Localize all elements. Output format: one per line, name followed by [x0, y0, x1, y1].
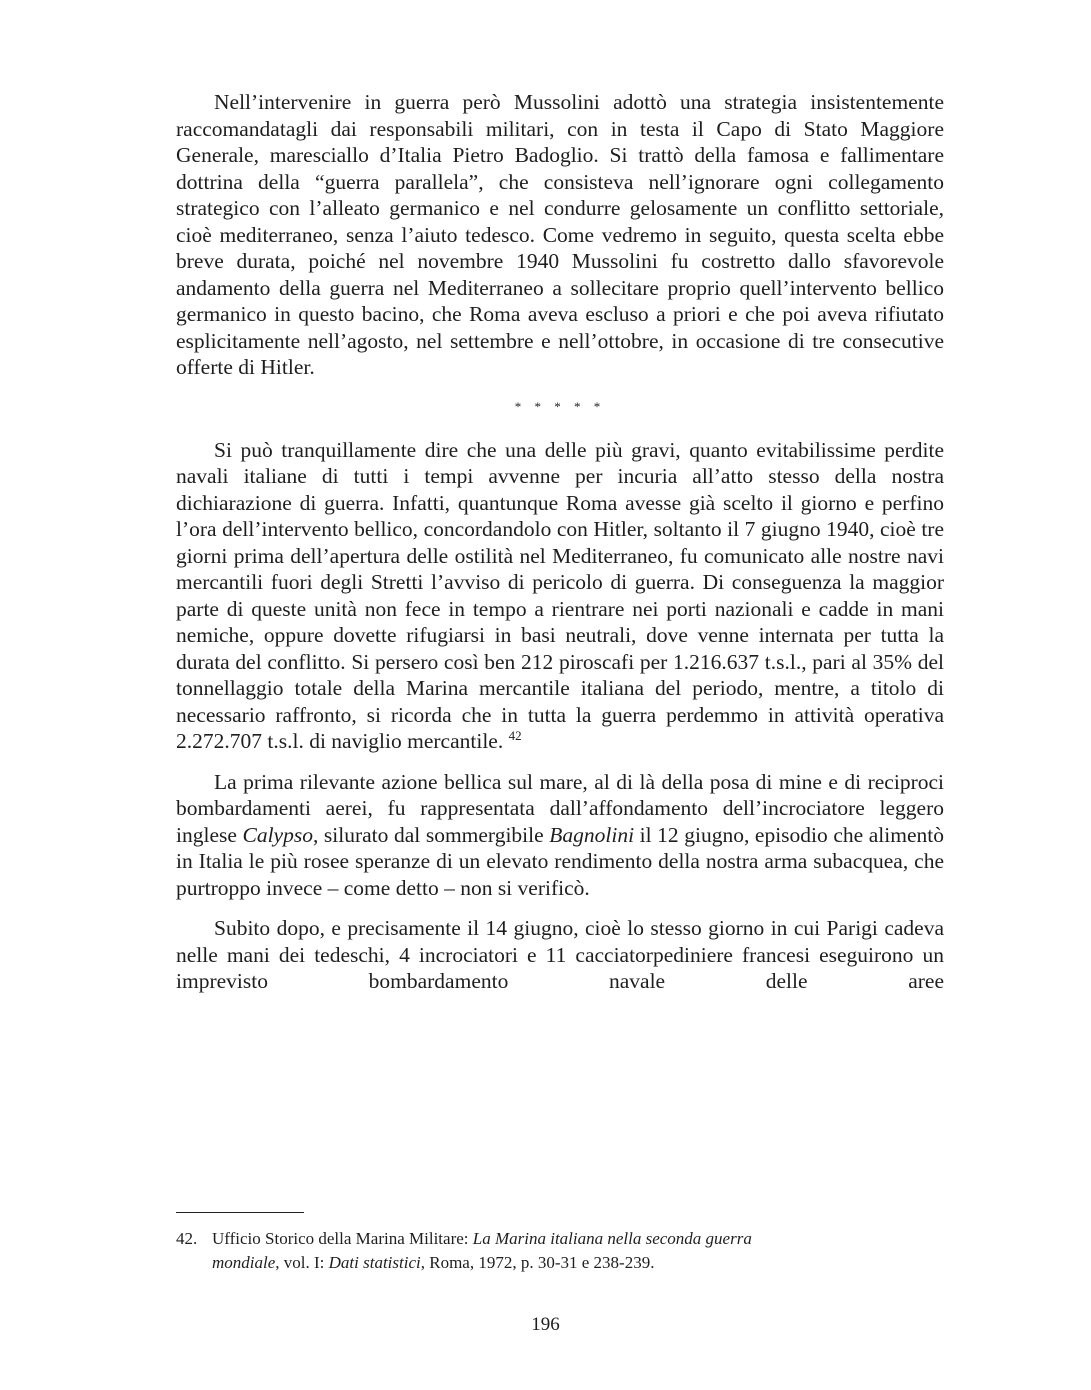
page-number: 196: [531, 1314, 560, 1335]
footnote-title-1: La Marina italiana nella seconda guerra: [472, 1229, 752, 1248]
section-break: * * * * *: [514, 398, 606, 414]
footnote-text-2: , vol. I:: [275, 1253, 329, 1272]
body-text: [176, 89, 944, 995]
paragraph-guerra-parallela: Nell’intervenire in guerra però Mussolini adottò una strategia insistentemente raccomandatagli dai responsabili militari, con in testa il Capo di Stato Maggiore Generale, maresciallo d’Italia Pietro Badoglio. Si trattò della famosa e fallimentare dottrina della “guerra parallela”, che consisteva nell’ignorare ogni collegamento strategico con l’alleato germanico e nel condurre gelosamente un conflitto settoriale, cioè mediterraneo, senza l’aiuto tedesco. Come vedremo in seguito, questa scelta ebbe breve durata, poiché nel novembre 1940 Mussolini fu costretto dallo sfavorevole andamento della guerra nel Mediterraneo a sollecitare proprio quell’intervento bellico germanico in questo bacino, che Roma aveva escluso a priori e che poi aveva rifiutato esplicitamente nell’agosto, nel settembre e nell’ottobre, in occasione di tre consecutive offerte di Hitler.: [176, 90, 944, 379]
paragraph-perdite-navali: [176, 437, 944, 755]
footnote-reference[interactable]: 42: [508, 728, 522, 743]
paragraph-calypso-text-1: La prima rilevante azione bellica sul mare, al di là della posa di mine e di reciproci bombardamenti aerei, fu rappresentata dall’affondamento dell’incrociatore leggero inglese: [176, 769, 944, 847]
paragraph-calypso-text-3: il 12 giugno, episodio che alimentò in Italia le più rosee speranze di un elevato rendimento della nostra arma subacquea, che purtroppo invece – come detto – non si verificò.: [176, 822, 944, 900]
submarine-name-bagnolini: Bagnolini: [549, 822, 635, 847]
paragraph-bombardamento: Subito dopo, e precisamente il 14 giugno, cioè lo stesso giorno in cui Parigi cadeva nelle mani dei tedeschi, 4 incrociatori e 11 cacciatorpediniere francesi eseguirono un imprevisto bombardamento navale delle aree: [176, 916, 944, 993]
paragraph-perdite-navali-text: Si può tranquillamente dire che una delle più gravi, quanto evitabilissime perdite navali italiane di tutti i tempi avvenne per incuria all’atto stesso della nostra dichiarazione di guerra. Infatti, quantunque Roma avesse già scelto il giorno e perfino l’ora dell’intervento bellico, concordandolo con Hitler, soltanto il 7 giugno 1940, cioè tre giorni prima dell’apertura delle ostilità nel Mediterraneo, fu comunicato alle nostre navi mercantili fuori degli Stretti l’avviso di pericolo di guerra. Di conseguenza la maggior parte di queste unità non fece in tempo a rientrare nei porti nazionali e cadde in mani nemiche, oppure dovette rifugiarsi in basi neutrali, dove venne internata per tutta la durata del conflitto. Si persero così ben 212 piroscafi per 1.216.637 t.s.l., pari al 35% del tonnellaggio totale della Marina mercantile italiana del periodo, mentre, a titolo di necessario raffronto, si ricorda che in tutta la guerra perdemmo in attività operativa 2.272.707 t.s.l. di naviglio mercantile.: [176, 437, 944, 753]
paragraph-calypso: [176, 769, 944, 902]
footnote-line-2: [176, 1251, 944, 1275]
footnote-title-2: mondiale: [212, 1253, 276, 1272]
footnote-42: [176, 1227, 944, 1275]
footnote-title-3: Dati statistici: [328, 1253, 421, 1272]
footnote-line-1: [176, 1227, 944, 1251]
footnote-divider: [176, 1212, 304, 1213]
footnote-text-1: Ufficio Storico della Marina Militare:: [212, 1229, 473, 1248]
footnote-number: 42.: [176, 1229, 198, 1248]
paragraph-calypso-text-2: , silurato dal sommergibile: [312, 822, 550, 847]
ship-name-calypso: Calypso: [242, 822, 313, 847]
footnote-text-3: , Roma, 1972, p. 30-31 e 238-239.: [420, 1253, 655, 1272]
